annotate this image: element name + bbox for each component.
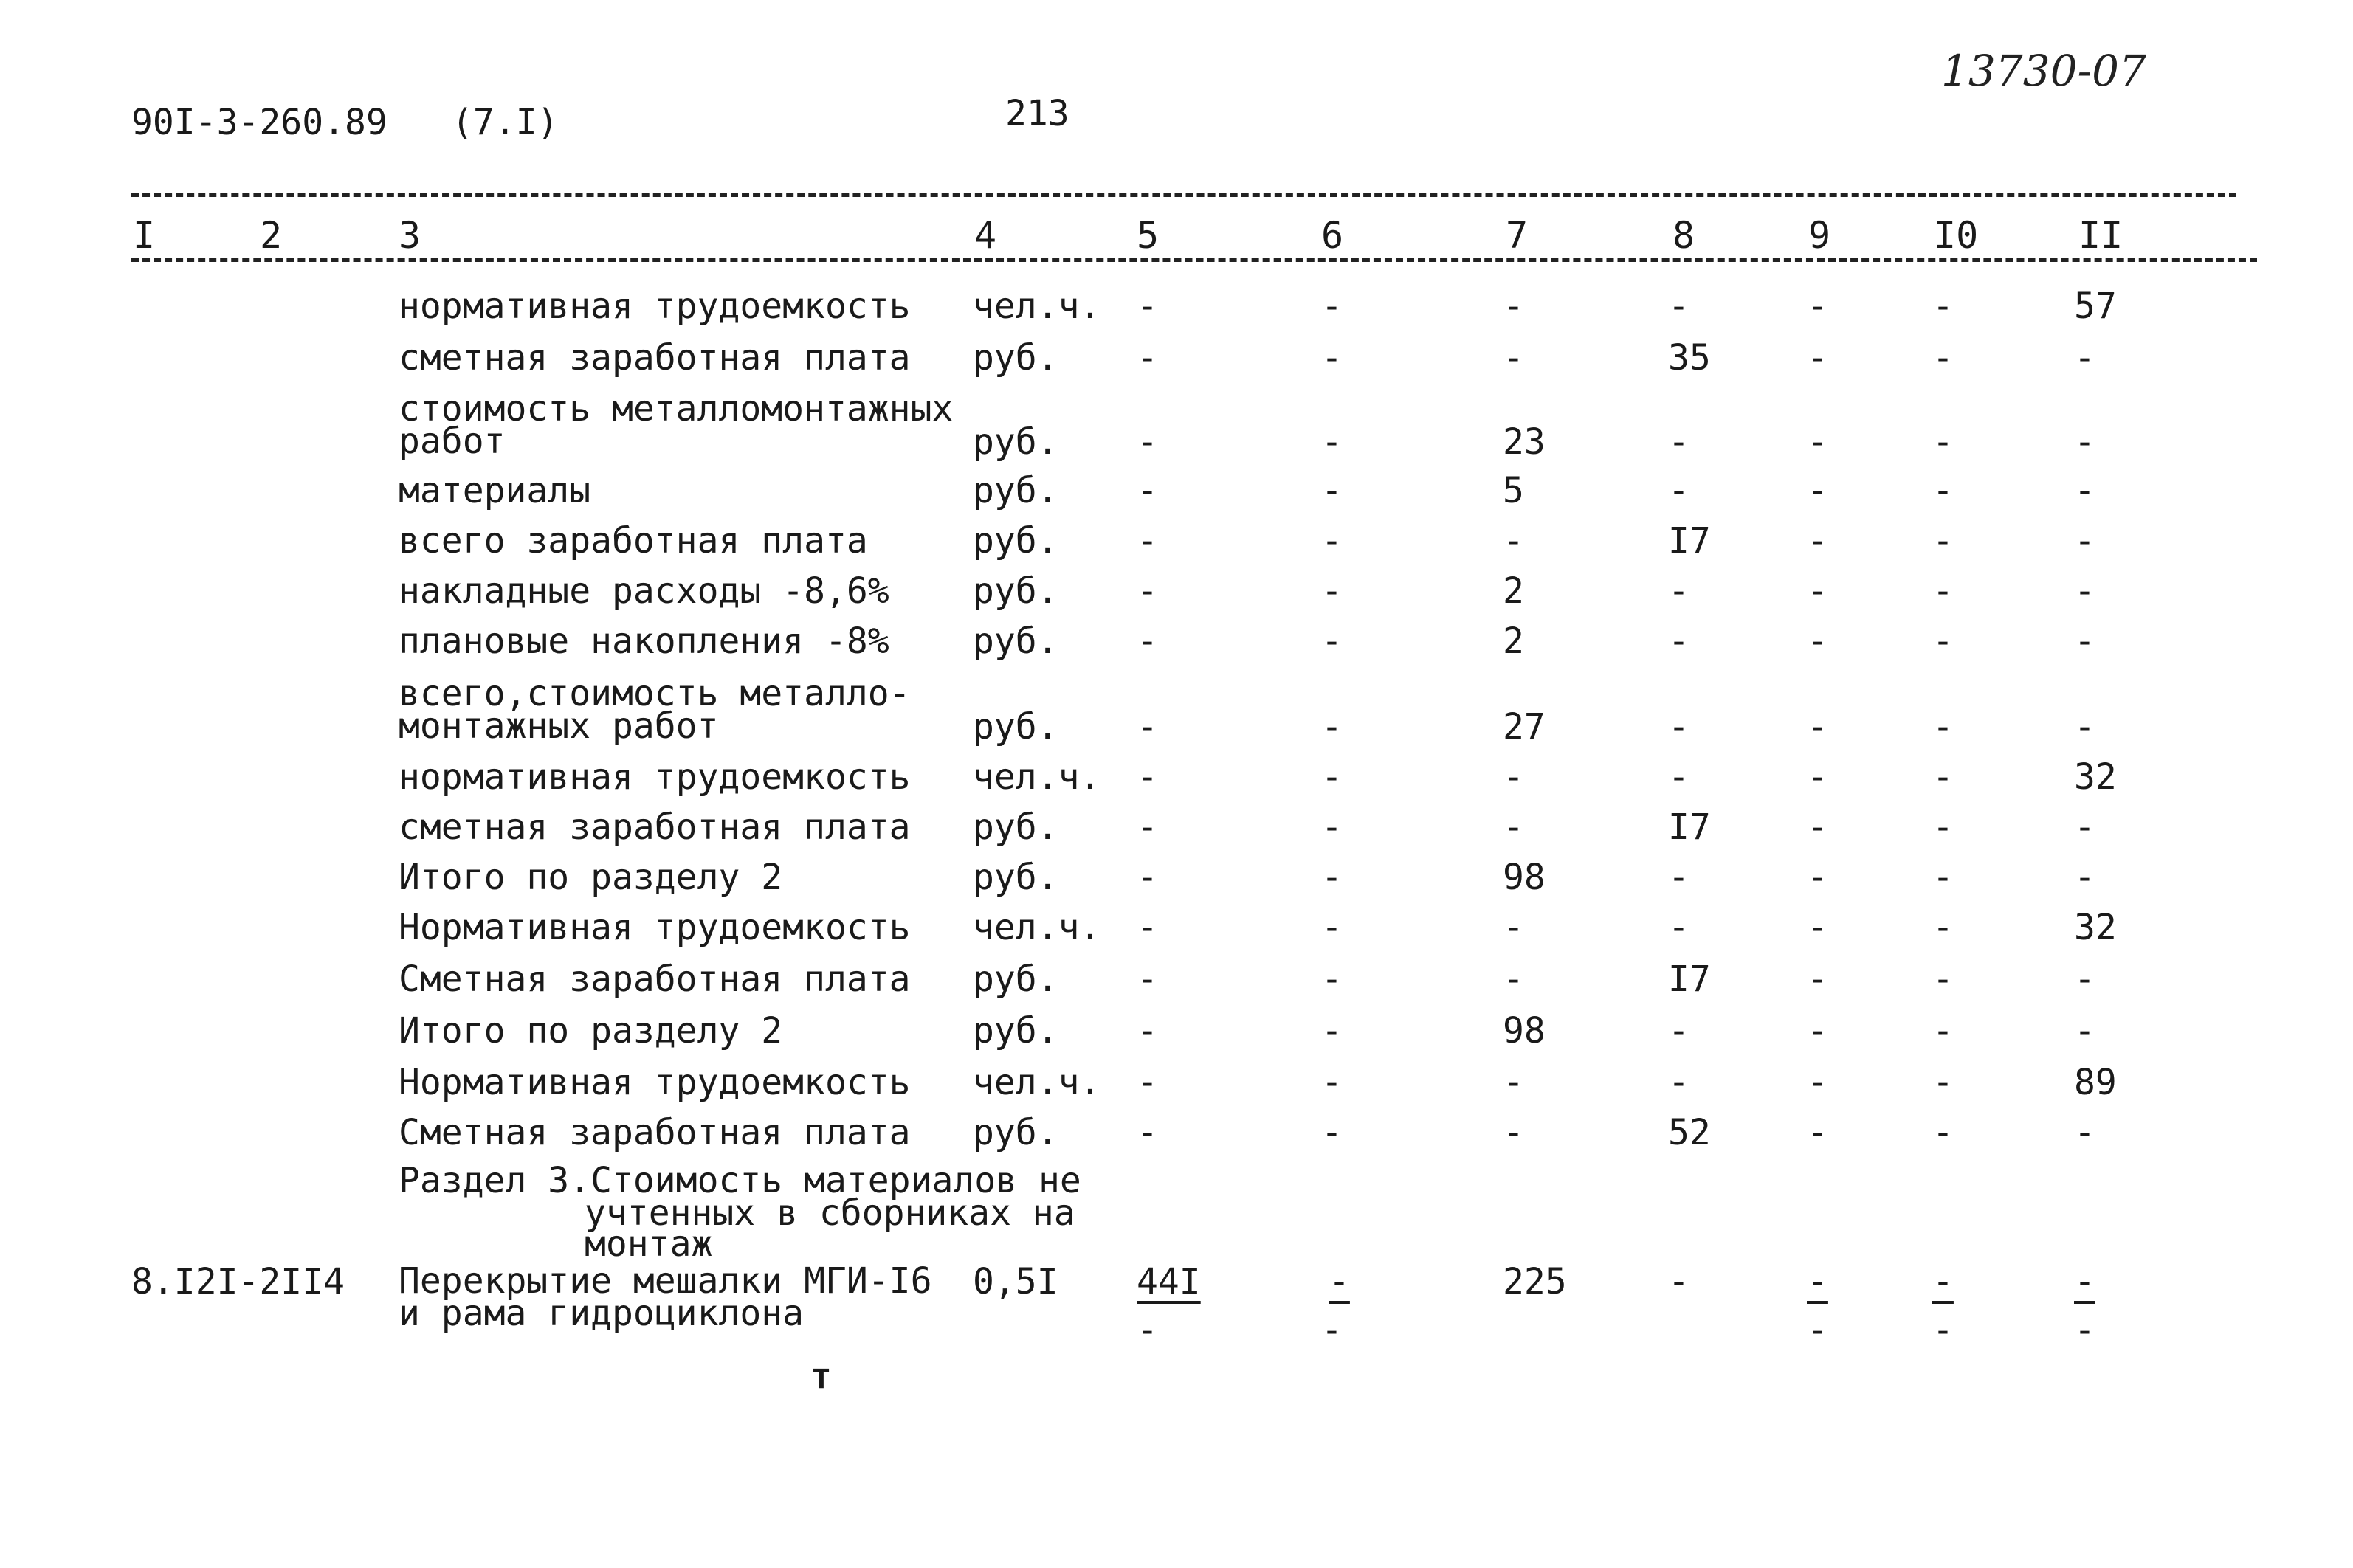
cell-col9: - [1807, 621, 1828, 662]
cell-col6: - [1321, 337, 1343, 379]
column-header-4: 4 [974, 214, 997, 257]
cell-col9: - [1807, 857, 1828, 898]
cell-col5: 44I [1137, 1261, 1201, 1302]
cell-col11: 57 [2074, 286, 2117, 327]
row-unit: руб. [973, 1112, 1058, 1153]
cell-col8: - [1668, 857, 1689, 898]
cell-col5: - [1137, 807, 1158, 848]
table-top-rule [131, 193, 2236, 197]
cell-col8: - [1668, 286, 1689, 327]
cell-col6: - [1321, 286, 1343, 327]
cell-col11: - [2074, 421, 2095, 463]
row-description: материалы [399, 470, 591, 511]
cell-col10-sub: - [1932, 1310, 1954, 1351]
cell-col8: - [1668, 570, 1689, 612]
cell-col9: - [1807, 1112, 1828, 1153]
cell-col10: - [1932, 756, 1954, 798]
row-unit: руб. [973, 421, 1058, 463]
cell-col8: - [1668, 756, 1689, 798]
cell-col8: - [1668, 1010, 1689, 1051]
cell-col6-sub: - [1321, 1310, 1343, 1351]
cell-col8: 52 [1668, 1112, 1711, 1153]
cell-col6: - [1321, 421, 1343, 463]
cell-col8: - [1668, 1062, 1689, 1103]
column-header-3: 3 [399, 214, 421, 257]
cell-col10: - [1932, 1261, 1954, 1302]
cell-col10: - [1932, 706, 1954, 747]
cell-col10: - [1932, 1062, 1954, 1103]
cell-col5: - [1137, 959, 1158, 1000]
cell-col11: - [2074, 470, 2095, 511]
cell-col11-sub: - [2074, 1310, 2095, 1351]
cell-col10: - [1932, 470, 1954, 511]
row-description: всего,стоимость металло- [399, 673, 911, 714]
cell-col10: - [1932, 520, 1954, 562]
cell-col8: - [1668, 621, 1689, 662]
row-unit: чел.ч. [973, 1062, 1101, 1103]
cell-col9: - [1807, 1010, 1828, 1051]
cell-col10: - [1932, 1112, 1954, 1153]
cell-col5: - [1137, 907, 1158, 948]
cell-col6: - [1321, 1062, 1343, 1103]
row-unit: чел.ч. [973, 286, 1101, 327]
cell-col5: - [1137, 421, 1158, 463]
cell-col11: - [2074, 570, 2095, 612]
cell-col7: - [1503, 907, 1524, 948]
cell-col7: 2 [1503, 570, 1524, 612]
cell-col6: - [1329, 1261, 1350, 1302]
cell-col6: - [1321, 1010, 1343, 1051]
page-number: 213 [1005, 93, 1069, 134]
cell-col9: - [1807, 706, 1828, 747]
cell-col7: 27 [1503, 706, 1546, 747]
cell-col6: - [1321, 959, 1343, 1000]
row-description: всего заработная плата [399, 520, 868, 562]
row-description: Нормативная трудоемкость [399, 907, 911, 948]
cell-col5: - [1137, 621, 1158, 662]
section-title-line2: учтенных в сборниках на [585, 1192, 1075, 1234]
handwritten-reference: 13730-07 [1941, 46, 2146, 96]
cell-col11: - [2074, 337, 2095, 379]
cell-col9: - [1807, 907, 1828, 948]
table-header-rule [131, 258, 2257, 262]
row-unit: руб. [973, 470, 1058, 511]
section-title-line1: Раздел 3.Стоимость материалов не [399, 1160, 1081, 1201]
cell-col10: - [1932, 570, 1954, 612]
cell-col7: - [1503, 286, 1524, 327]
cell-col9: - [1807, 1062, 1828, 1103]
row-description: стоимость металломонтажных [399, 388, 954, 429]
cell-col5: - [1137, 337, 1158, 379]
cell-col10: - [1932, 621, 1954, 662]
cell-col6: - [1321, 470, 1343, 511]
cell-col5: - [1137, 520, 1158, 562]
cell-col9: - [1807, 756, 1828, 798]
cell-col9: - [1807, 337, 1828, 379]
cell-col6: - [1321, 1112, 1343, 1153]
cell-col8: - [1668, 470, 1689, 511]
cell-col7: 5 [1503, 470, 1524, 511]
cell-col10: - [1932, 907, 1954, 948]
cell-col5: - [1137, 570, 1158, 612]
column-header-9: 9 [1808, 214, 1831, 257]
cell-col10: - [1932, 1010, 1954, 1051]
row-description: Итого по разделу 2 [399, 857, 783, 898]
cell-col5: - [1137, 286, 1158, 327]
cell-col7: 225 [1503, 1261, 1567, 1302]
cell-col11: - [2074, 959, 2095, 1000]
row-description-continued: и рама гидроциклона [399, 1293, 805, 1334]
column-header-2: 2 [260, 214, 283, 257]
document-code: 90I-3-260.89 [131, 102, 387, 143]
cell-col9: - [1807, 470, 1828, 511]
cell-col9: - [1807, 520, 1828, 562]
row-description: нормативная трудоемкость [399, 286, 911, 327]
cell-col11: - [2074, 807, 2095, 848]
column-header-7: 7 [1506, 214, 1529, 257]
cell-col7: 98 [1503, 1010, 1546, 1051]
cell-col7: - [1503, 1112, 1524, 1153]
cell-col8: - [1668, 421, 1689, 463]
section-title-line3: монтаж [585, 1223, 713, 1265]
row-description: Сметная заработная плата [399, 959, 911, 1000]
cell-col7: - [1503, 520, 1524, 562]
cell-col10: - [1932, 286, 1954, 327]
row-unit: руб. [973, 1010, 1058, 1051]
cell-col9-sub: - [1807, 1310, 1828, 1351]
cell-col6: - [1321, 756, 1343, 798]
row-unit: чел.ч. [973, 756, 1101, 798]
column-header-1: I [133, 214, 156, 257]
cell-col6: - [1321, 621, 1343, 662]
column-header-6: 6 [1321, 214, 1344, 257]
cell-col5: - [1137, 470, 1158, 511]
cell-col7: 23 [1503, 421, 1546, 463]
row-description-continued: работ [399, 421, 506, 462]
cell-col10: - [1932, 857, 1954, 898]
cell-col5: - [1137, 1010, 1158, 1051]
row-description: Сметная заработная плата [399, 1112, 911, 1153]
cell-col9: - [1807, 807, 1828, 848]
cell-col7: - [1503, 756, 1524, 798]
cell-col11: - [2074, 621, 2095, 662]
column-header-8: 8 [1672, 214, 1695, 257]
cell-col11: 32 [2074, 756, 2117, 798]
cell-col6: - [1321, 857, 1343, 898]
cell-col5: - [1137, 1062, 1158, 1103]
cell-col9: - [1807, 570, 1828, 612]
row-description: накладные расходы -8,6% [399, 570, 889, 612]
cell-col10: - [1932, 807, 1954, 848]
cell-col6: - [1321, 907, 1343, 948]
row-description: плановые накопления -8% [399, 621, 889, 662]
row-unit: руб. [973, 337, 1058, 379]
cell-col11: - [2074, 857, 2095, 898]
cell-col6: - [1321, 706, 1343, 747]
row-unit: руб. [973, 520, 1058, 562]
cell-col7: 2 [1503, 621, 1524, 662]
cell-col10: - [1932, 959, 1954, 1000]
row-description-continued: монтажных работ [399, 705, 719, 747]
row-description: нормативная трудоемкость [399, 756, 911, 798]
cell-col7: - [1503, 337, 1524, 379]
cell-col8: I7 [1668, 807, 1711, 848]
cell-col5: - [1137, 1112, 1158, 1153]
row-unit: чел.ч. [973, 907, 1101, 948]
cell-col6: - [1321, 807, 1343, 848]
cell-col11: - [2074, 706, 2095, 747]
cell-col8: - [1668, 706, 1689, 747]
cell-col10: - [1932, 337, 1954, 379]
album-number: (7.I) [452, 102, 559, 143]
cell-col9: - [1807, 286, 1828, 327]
cell-col11: - [2074, 1112, 2095, 1153]
cell-col5: - [1137, 756, 1158, 798]
cell-col11: - [2074, 1261, 2095, 1302]
row-description: сметная заработная плата [399, 807, 911, 848]
cell-col7: - [1503, 959, 1524, 1000]
row-unit: руб. [973, 621, 1058, 662]
row-description: Нормативная трудоемкость [399, 1062, 911, 1103]
cell-col11: - [2074, 520, 2095, 562]
cell-col10: - [1932, 421, 1954, 463]
cell-col9: - [1807, 959, 1828, 1000]
row-unit: руб. [973, 857, 1058, 898]
row-unit: руб. [973, 706, 1058, 747]
row-description: Итого по разделу 2 [399, 1010, 783, 1051]
cell-col6: - [1321, 520, 1343, 562]
cell-col11: - [2074, 1010, 2095, 1051]
cell-col5: - [1137, 857, 1158, 898]
row-unit: руб. [973, 807, 1058, 848]
cell-col7: - [1503, 1062, 1524, 1103]
item-code: 8.I2I-2II4 [131, 1261, 345, 1302]
cell-col11: 32 [2074, 907, 2117, 948]
cell-col5: - [1137, 706, 1158, 747]
cell-col9: - [1807, 421, 1828, 463]
row-description: Перекрытие мешалки МГИ-I6 [399, 1260, 932, 1302]
cell-col9: - [1807, 1261, 1828, 1302]
cell-col5-sub: - [1137, 1310, 1158, 1351]
column-header-5: 5 [1137, 214, 1160, 257]
row-unit: 0,5I [973, 1261, 1058, 1302]
cell-col8: I7 [1668, 959, 1711, 1000]
cell-col8: - [1668, 907, 1689, 948]
cell-col11: 89 [2074, 1062, 2117, 1103]
cell-col8: I7 [1668, 520, 1711, 562]
cell-col8: - [1668, 1261, 1689, 1302]
cell-col8: 35 [1668, 337, 1711, 379]
footnote-mark: т [810, 1355, 832, 1397]
row-unit: руб. [973, 959, 1058, 1000]
column-header-10: I0 [1934, 214, 1979, 257]
cell-col7: - [1503, 807, 1524, 848]
column-header-11: II [2078, 214, 2123, 257]
row-description: сметная заработная плата [399, 337, 911, 379]
row-unit: руб. [973, 570, 1058, 612]
cell-col7: 98 [1503, 857, 1546, 898]
cell-col6: - [1321, 570, 1343, 612]
